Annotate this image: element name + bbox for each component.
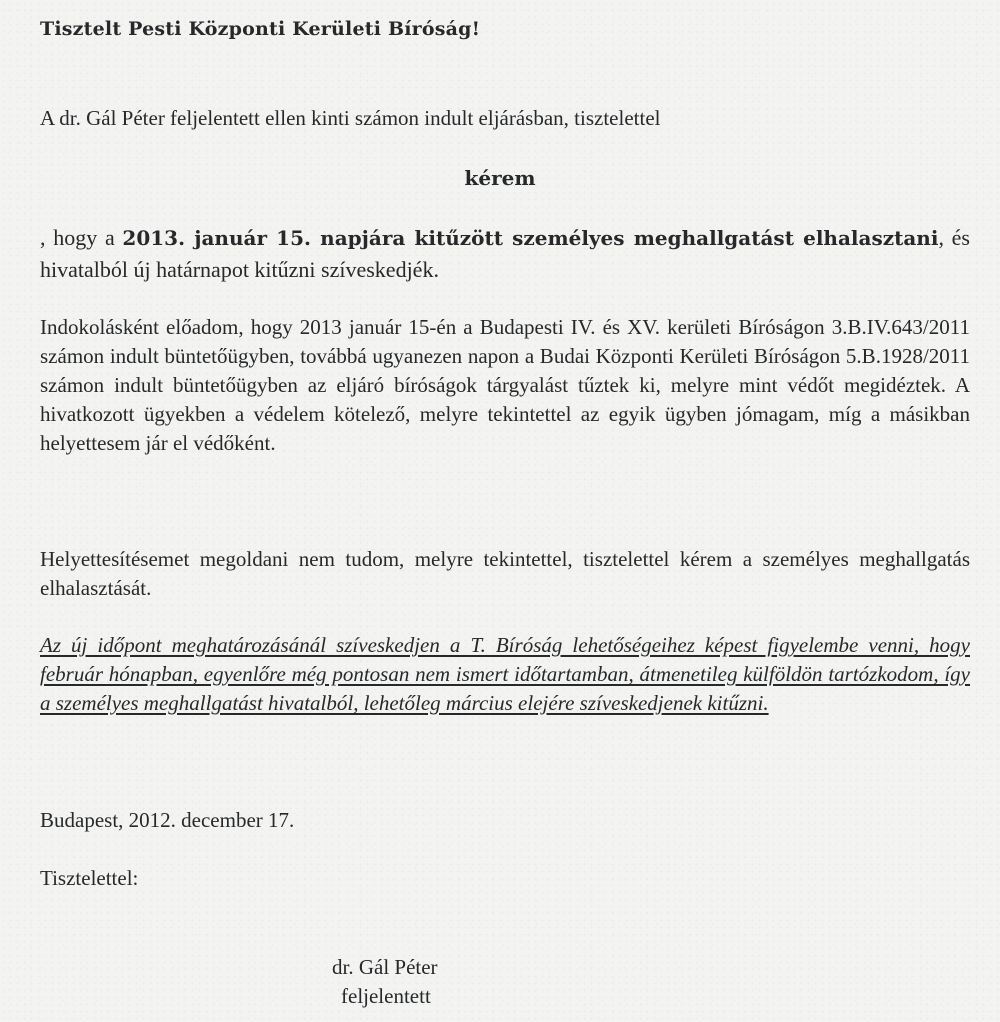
intro-line: A dr. Gál Péter feljelentett ellen kinti számon indult eljárásban, tisztelettel: [40, 106, 661, 130]
date-line: Budapest, 2012. december 17.: [40, 808, 295, 832]
request-tail: , és hivatalból új határnapot kitűzni szíveskedjék.: [40, 225, 970, 282]
signature-block: [332, 953, 438, 1011]
addressee-heading: Tisztelt Pesti Központi Kerületi Bíróság!: [40, 18, 481, 40]
request-bold: 2013. január 15. napjára kitűzött személyes meghallgatást elhalasztani: [122, 226, 939, 250]
closing-line: Tisztelettel:: [40, 866, 139, 890]
signature-name: dr. Gál Péter: [332, 955, 438, 979]
request-word: kérem: [464, 166, 536, 190]
reason-paragraph: Indokolásként előadom, hogy 2013 január 15-én a Budapesti IV. és XV. kerületi Bíróságon 3.B.IV.643/2011 számon indult büntetőügyben, továbbá ugyanezen napon a Budai Központi Kerületi Bíróságon 5.B.1928/2011 számon indult büntetőügyben az eljáró bíróságok tárgyalást tűztek ki, melyre mint védőt megidéztek. A hivatkozott ügyekben a védelem kötelező, melyre tekintettel az egyik ügyben jómagam, míg a másikban helyettesem jár el védőként.: [40, 315, 970, 455]
note-paragraph: Az új időpont meghatározásánál szíveskedjen a T. Bíróság lehetőségeihez képest figyelembe venni, hogy február hónapban, egyenlőre még pontosan nem ismert időtartamban, átmenetileg külföldön tartózkodom, így a személyes meghallgatást hivatalból, lehetőleg március elejére szíveskedjenek kitűzni.: [40, 633, 970, 715]
request-paragraph: [40, 222, 970, 285]
signature-role: feljelentett: [341, 984, 431, 1008]
request-lead: , hogy a: [40, 225, 123, 250]
substitution-paragraph: Helyettesítésemet megoldani nem tudom, melyre tekintettel, tisztelettel kérem a személyes meghallgatás elhalasztását.: [40, 547, 970, 600]
